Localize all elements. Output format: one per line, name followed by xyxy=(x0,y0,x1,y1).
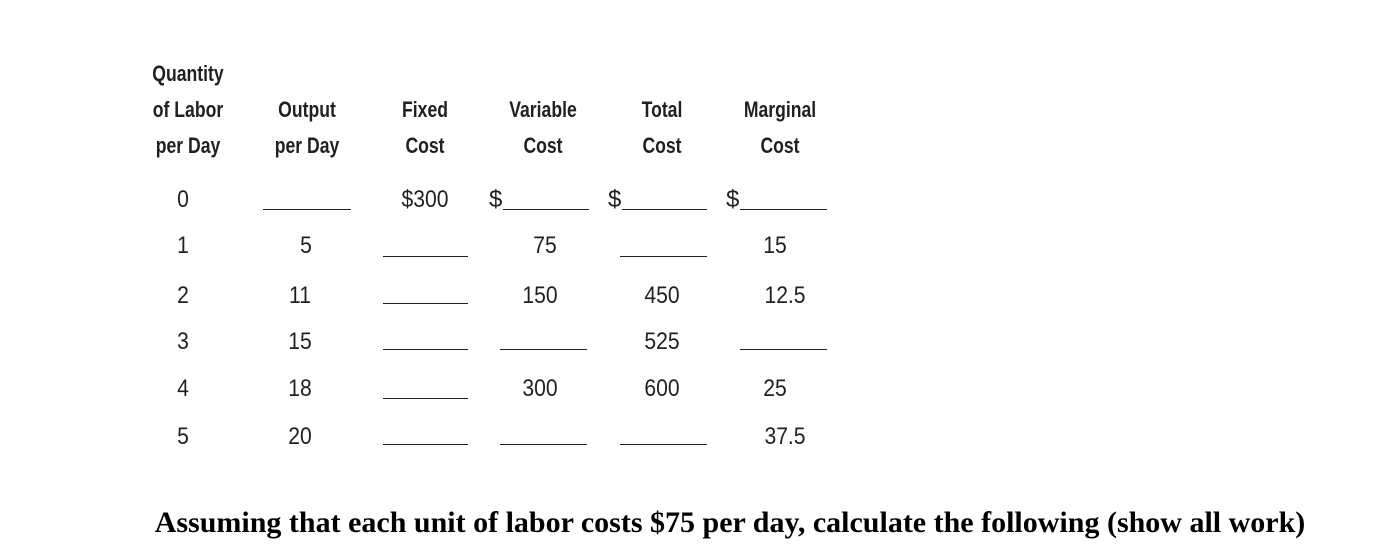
header-quantity-of-labor xyxy=(140,56,236,164)
header-line: Cost xyxy=(642,133,682,158)
dollar-sign: $ xyxy=(608,186,622,213)
output-cell: 11 xyxy=(289,282,311,309)
dollar-sign: $ xyxy=(726,186,740,213)
header-line: Fixed xyxy=(402,97,448,122)
labor-cell: 1 xyxy=(177,232,189,259)
variable-cost-cell: 150 xyxy=(522,282,558,309)
marginal-cost-cell: 15 xyxy=(763,232,787,259)
marginal-cost-blank[interactable] xyxy=(740,349,827,350)
total-cost-cell: 600 xyxy=(644,375,680,402)
fixed-cost-blank[interactable] xyxy=(383,349,468,350)
marginal-cost-cell: 25 xyxy=(763,375,787,402)
variable-cost-cell: 300 xyxy=(522,375,558,402)
output-cell: 18 xyxy=(288,375,312,402)
total-cost-blank[interactable] xyxy=(622,209,707,210)
labor-cell: 0 xyxy=(177,186,189,213)
header-line: Total xyxy=(641,97,683,122)
variable-cost-cell: 75 xyxy=(533,232,557,259)
header-line: Cost xyxy=(405,133,445,158)
header-total-cost xyxy=(614,92,710,164)
header-variable-cost xyxy=(495,92,591,164)
header-line: Cost xyxy=(523,133,563,158)
fixed-cost-cell: $300 xyxy=(401,186,449,213)
variable-cost-blank[interactable] xyxy=(500,444,587,445)
marginal-cost-cell: 37.5 xyxy=(764,423,806,450)
header-line: Variable xyxy=(509,97,577,122)
variable-cost-blank[interactable] xyxy=(500,349,587,350)
header-line: per Day xyxy=(274,133,340,158)
fixed-cost-blank[interactable] xyxy=(383,256,468,257)
fixed-cost-blank[interactable] xyxy=(383,398,468,399)
total-cost-blank[interactable] xyxy=(620,444,707,445)
output-cell: 20 xyxy=(288,423,312,450)
header-output-per-day xyxy=(259,92,355,164)
header-line: Quantity xyxy=(152,61,224,86)
header-line: Marginal xyxy=(743,97,817,122)
header-line: per Day xyxy=(155,133,221,158)
total-cost-blank[interactable] xyxy=(620,256,707,257)
output-blank[interactable] xyxy=(263,209,351,210)
labor-cell: 4 xyxy=(177,375,189,402)
header-fixed-cost xyxy=(377,92,473,164)
labor-cell: 3 xyxy=(177,328,189,355)
labor-cell: 5 xyxy=(177,423,189,450)
output-cell: 15 xyxy=(288,328,312,355)
header-line: Cost xyxy=(760,133,800,158)
header-line: Output xyxy=(278,97,336,122)
header-marginal-cost xyxy=(732,92,828,164)
output-cell: 5 xyxy=(300,232,312,259)
total-cost-cell: 525 xyxy=(644,328,680,355)
marginal-cost-blank[interactable] xyxy=(740,209,827,210)
header-line: of Labor xyxy=(152,97,224,122)
dollar-sign: $ xyxy=(489,186,503,213)
instruction-text: Assuming that each unit of labor costs $75 per day, calculate the following (show all work) xyxy=(154,506,1306,539)
variable-cost-blank[interactable] xyxy=(503,209,589,210)
labor-cell: 2 xyxy=(177,282,189,309)
marginal-cost-cell: 12.5 xyxy=(764,282,806,309)
total-cost-cell: 450 xyxy=(644,282,680,309)
fixed-cost-blank[interactable] xyxy=(383,303,468,304)
fixed-cost-blank[interactable] xyxy=(383,444,468,445)
